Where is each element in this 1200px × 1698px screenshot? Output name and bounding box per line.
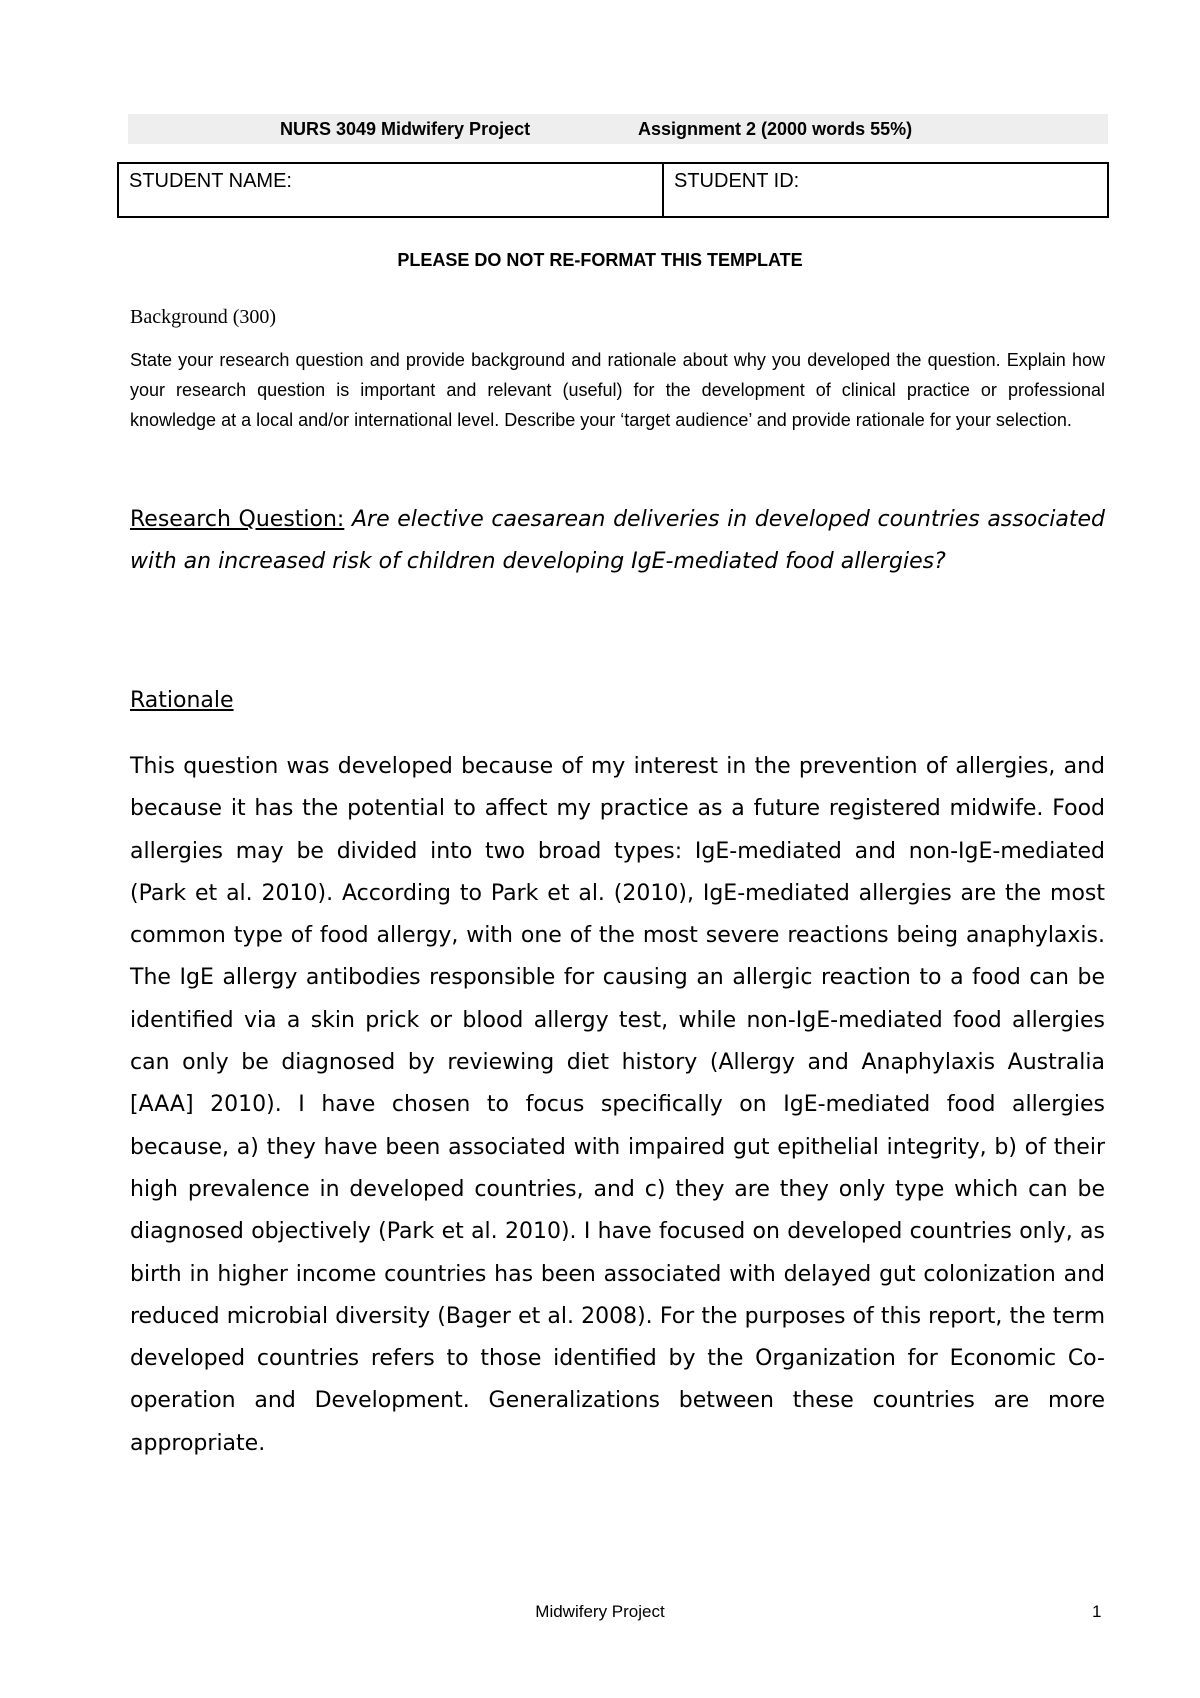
background-heading: Background (300) — [130, 306, 277, 328]
assignment-title: Assignment 2 (2000 words 55%) — [638, 119, 913, 139]
header-bar — [128, 114, 1108, 144]
research-question-label: Research Question: — [130, 507, 345, 532]
student-name-label: STUDENT NAME: — [129, 170, 292, 192]
footer-title: Midwifery Project — [535, 1602, 665, 1621]
template-notice: PLEASE DO NOT RE-FORMAT THIS TEMPLATE — [397, 250, 803, 270]
student-name-cell[interactable] — [119, 164, 664, 216]
research-question-text: Are elective caesarean deliveries in developed countries associated with an increased risk of children developing IgE-mediated food allergies? — [130, 507, 1106, 574]
rationale-heading: Rationale — [130, 688, 234, 713]
page-number: 1 — [1092, 1602, 1102, 1621]
student-id-cell[interactable] — [664, 164, 1107, 216]
course-title: NURS 3049 Midwifery Project — [280, 119, 531, 139]
rationale-body: This question was developed because of my interest in the prevention of allergies, and because it has the potential to affect my practice as a future registered midwife. Food allergies may be divided into two broad types: IgE-mediated and non-IgE-mediated (Park et al. 2010). According to Park et al. (2010), IgE-mediated allergies are the most common type of food allergy, with one of the most severe reactions being anaphylaxis. The IgE allergy antibodies responsible for causing an allergic reaction to a food can be identified via a skin prick or blood allergy test, while non-IgE-mediated food allergies can only be diagnosed by reviewing diet history (Allergy and Anaphylaxis Australia [AAA] 2010). I have chosen to focus specifically on IgE-mediated food allergies because, a) they have been associated with impaired gut epithelial integrity, b) of their high prevalence in developed countries, and c) they are they only type which can be diagnosed objectively (Park et al. 2010). I have focused on developed countries only, as birth in higher income countries has been associated with delayed gut colonization and reduced microbial diversity (Bager et al. 2008). For the purposes of this report, the term developed countries refers to those identified by the Organization for Economic Co-operation and Development. Generalizations between these countries are more appropriate. — [130, 754, 1105, 1456]
background-instructions: State your research question and provide background and rationale about why you developed the question. Explain how your research question is important and relevant (useful) for the development of clinical practice or professional knowledge at a local and/or international level. Describe your ‘target audience’ and provide rationale for your selection. — [130, 350, 1105, 430]
student-id-label: STUDENT ID: — [674, 170, 800, 192]
student-info-table — [117, 162, 1109, 218]
research-question — [130, 499, 1105, 583]
